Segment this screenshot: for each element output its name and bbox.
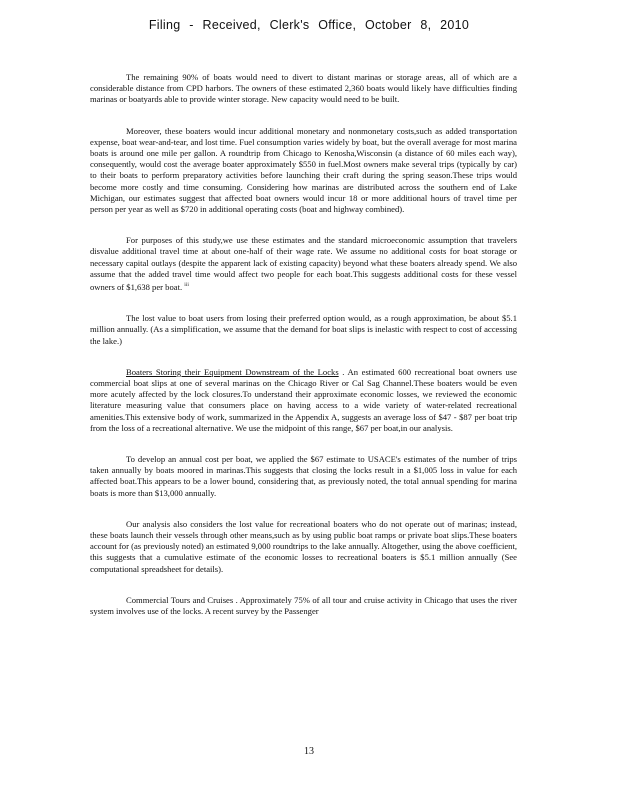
paragraph-text: . An estimated 600 recreational boat owners use commercial boat slips at one of several marinas on the Chicago River or Cal Sag Channel.These boaters would be even more acutely affected by the lock closures.To understand their approximate economic losses, we reviewed the economic literature measuring value that consumers place on having access to a wide variety of water-related recreational amenities.This extensive body of work, summarized in the Appendix A, suggests an average loss of $47 - $87 per boat trip from the loss of a recreational alternative. We use the midpoint of this range, $67 per boat,in our analysis.	[90, 366, 517, 433]
filing-header: Filing - Received, Clerk's Office, October 8, 2010	[148, 18, 470, 32]
footnote-marker: iii	[184, 282, 189, 289]
paragraph-study-purposes	[90, 235, 517, 293]
paragraph-boats-divert: The remaining 90% of boats would need to divert to distant marinas or storage areas, all of which are a considerable distance from CPD harbors. The owners of these estimated 2,360 boats would likely have difficulties finding marinas or boatyards able to provide winter storage. New capacity would need to be built.	[90, 72, 517, 105]
paragraph-boaters-downstream	[90, 367, 517, 434]
paragraph-lost-value: The lost value to boat users from losing their preferred option would, as a rough approximation, be about $5.1 million annually. (As a simplification, we assume that the demand for boat slips is inelastic with respect to cost of accessing the lake.)	[90, 313, 517, 346]
section-heading: Boaters Storing their Equipment Downstream of the Locks	[126, 366, 339, 377]
document-body	[90, 72, 517, 617]
paragraph-commercial-tours: Commercial Tours and Cruises . Approximately 75% of all tour and cruise activity in Chicago that uses the river system involves use of the locks. A recent survey by the Passenger	[90, 594, 517, 616]
page-number: 13	[304, 746, 314, 757]
paragraph-annual-cost: To develop an annual cost per boat, we applied the $67 estimate to USACE's estimates of the number of trips taken annually by boats moored in marinas.This suggests that closing the locks result in a $1,005 loss in value for each affected boat.This appears to be a lower bound, considering that, as previously noted, the total annual spending for marina boats is more than $13,000 annually.	[90, 453, 517, 498]
paragraph-additional-costs: Moreover, these boaters would incur additional monetary and nonmonetary costs,such as added transportation expense, boat wear-and-tear, and lost time. Fuel consumption varies widely by boat, but the overall average for most marina boats is around one mile per gallon. A roundtrip from Chicago to Kenosha,Wisconsin (a distance of 60 miles each way), consequently, would cost the average boater approximately $550 in fuel.Most owners make several trips (typically by car) to their boats to perform preparatory activities before launching their craft during the spring season.These trips would become more costly and time consuming. Considering how marinas are distributed across the southern end of Lake Michigan, our estimates suggest that affected boat owners would incur 18 or more additional hours of travel time per person per year as well as $720 in additional operating costs (boat and highway combined).	[90, 125, 517, 215]
paragraph-non-marina-boaters: Our analysis also considers the lost value for recreational boaters who do not operate out of marinas; instead, these boats launch their vessels through other means,such as by using public boat ramps or private boat slips.These boaters account for (as previously noted) an estimated 9,000 roundtrips to the lake annually. Altogether, using the above coefficient, this suggests that a cumulative estimate of the economic losses to recreational boaters is $5.1 million annually (See computational spreadsheet for details).	[90, 518, 517, 574]
paragraph-text: For purposes of this study,we use these estimates and the standard microeconomic assumption that travelers disvalue additional travel time at about one-half of their wage rate. We assume no additional costs for boat storage or necessary capital outlays (despite the apparent lack of existing capacity) beyond what these boaters already spend. We also assume that the added travel time would affect two people for each boat.This suggests additional costs for these vessel owners of $1,638 per boat.	[90, 235, 517, 292]
